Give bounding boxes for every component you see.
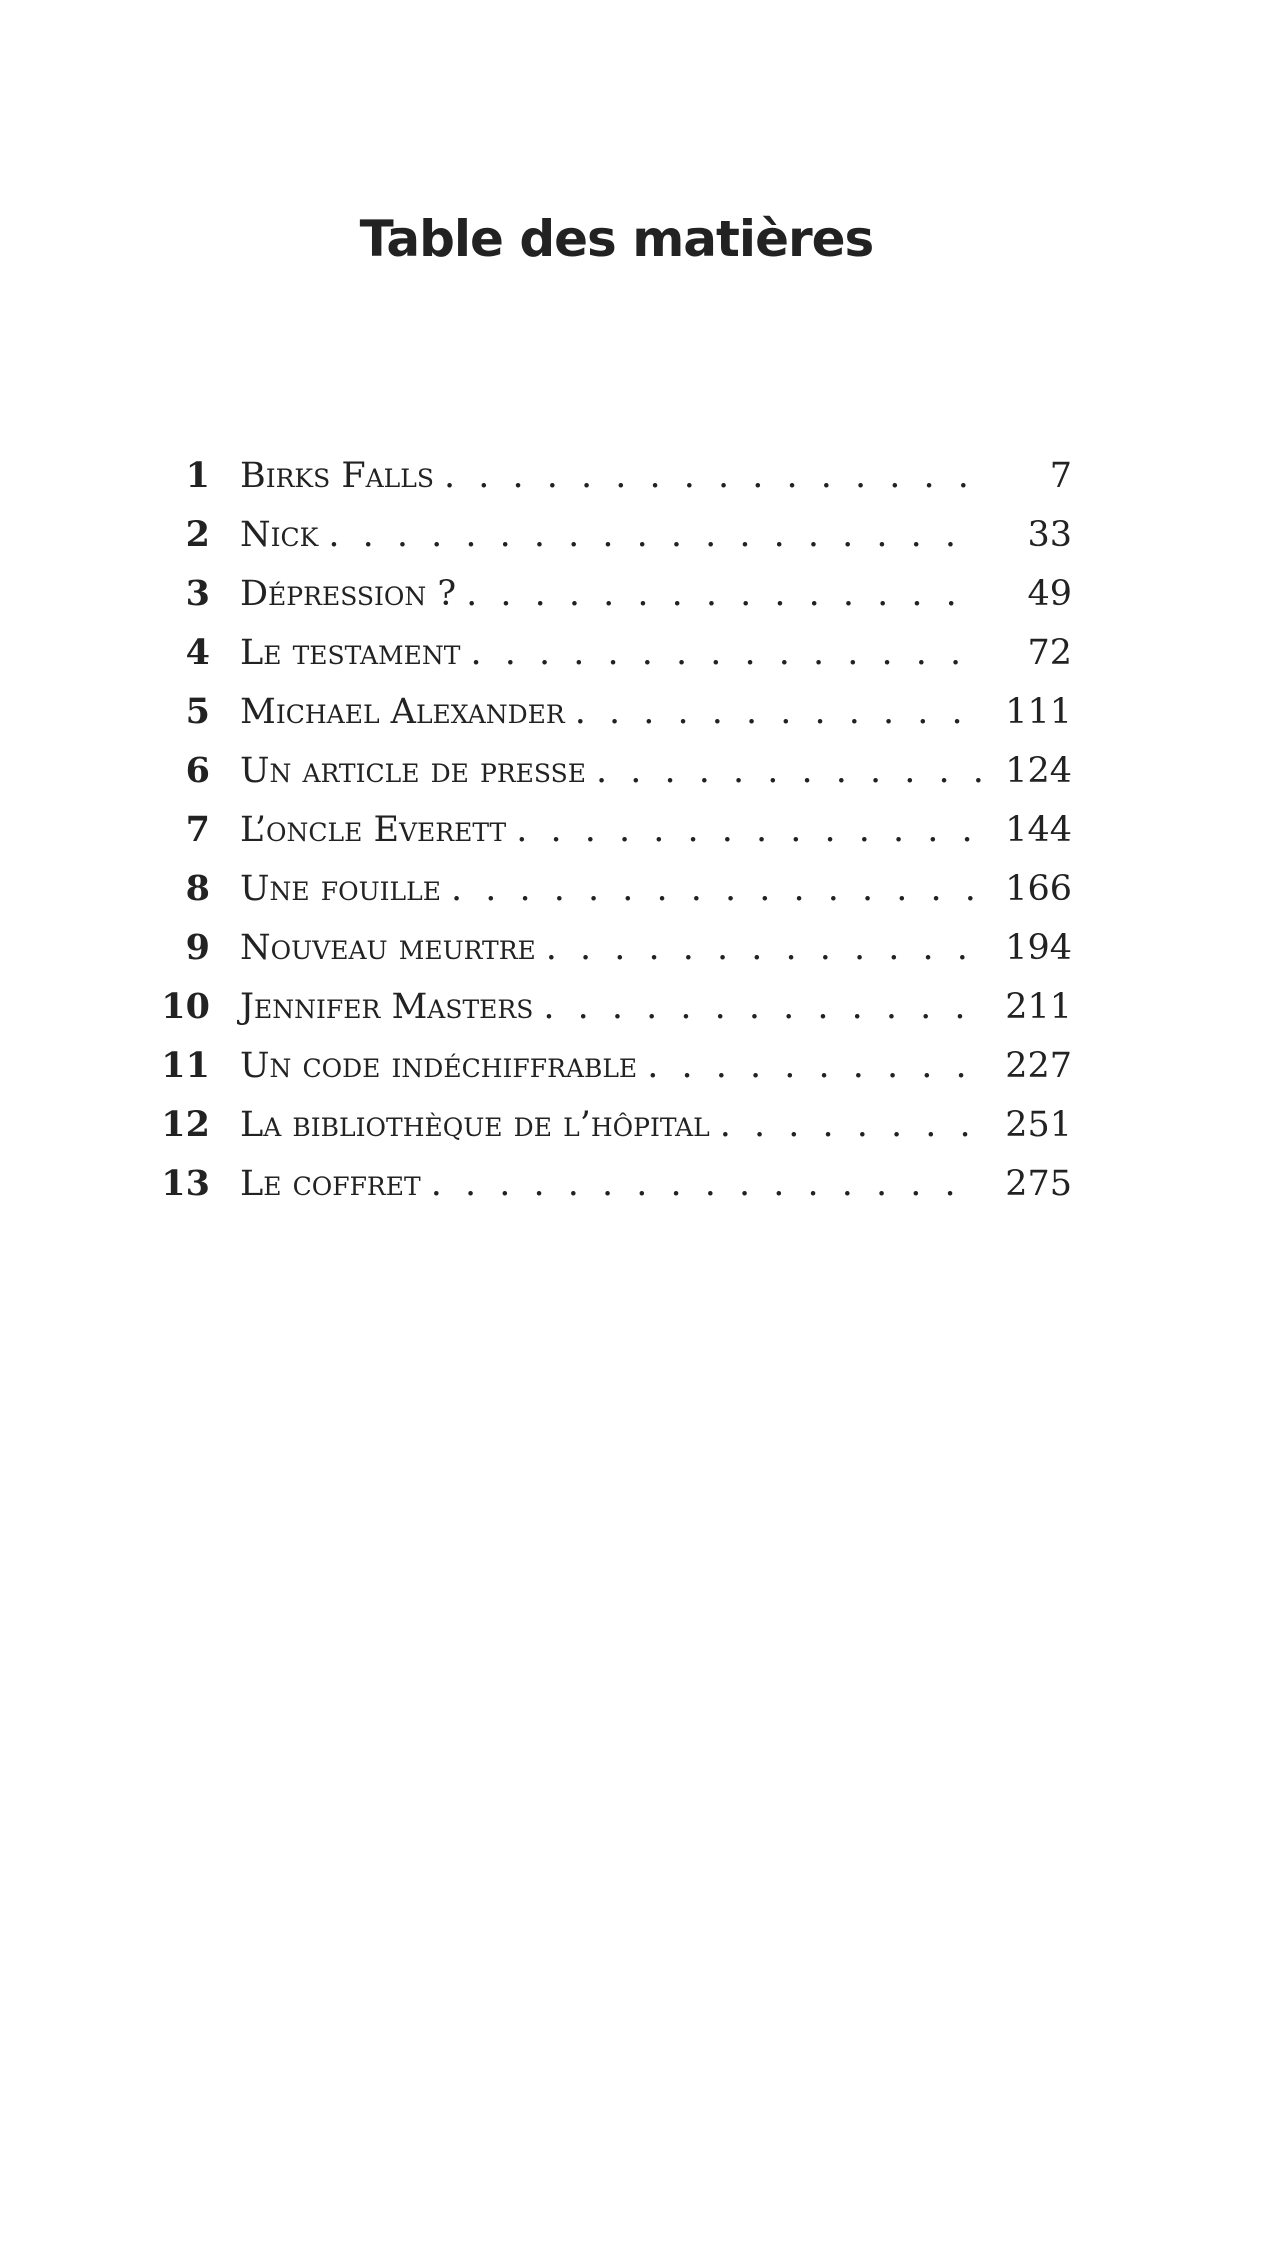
page-number: 275 [1005,1164,1072,1204]
chapter-title: Le coffret [240,1164,421,1204]
chapter-title: L’oncle Everett [240,810,507,850]
dot-leader [328,515,982,555]
dot-leader [575,692,982,732]
chapter-number: 13 [161,1163,210,1204]
dot-leader [720,1105,982,1145]
chapter-number: 4 [185,632,210,673]
chapter-number: 2 [185,514,210,555]
toc-entry[interactable] [150,1104,1072,1163]
page-number: 72 [1027,633,1072,673]
toc-entry[interactable] [150,986,1072,1045]
dot-leader [543,987,982,1027]
chapter-title: Nouveau meurtre [240,928,536,968]
page-number: 251 [1005,1105,1072,1145]
chapter-number: 1 [185,455,210,496]
toc-entry[interactable] [150,927,1072,986]
table-of-contents [150,455,1072,1222]
page-number: 166 [1005,869,1072,909]
chapter-title: Birks Falls [240,456,435,496]
chapter-number: 12 [161,1104,210,1145]
toc-entry[interactable] [150,573,1072,632]
page-number: 111 [1005,692,1072,732]
chapter-title: Un article de presse [240,751,586,791]
chapter-number: 5 [185,691,210,732]
chapter-number: 8 [185,868,210,909]
chapter-title: Un code indéchiffrable [240,1046,638,1086]
chapter-number: 6 [185,750,210,791]
toc-entry[interactable] [150,1045,1072,1104]
page-number: 49 [1027,574,1072,614]
toc-entry[interactable] [150,691,1072,750]
chapter-title: Dépression ? [240,574,457,614]
toc-entry[interactable] [150,455,1072,514]
dot-leader [444,456,982,496]
chapter-number: 9 [185,927,210,968]
chapter-title: Une fouille [240,869,441,909]
page-number: 124 [1005,751,1072,791]
chapter-title: La bibliothèque de l’hôpital [240,1105,710,1145]
dot-leader [516,810,982,850]
dot-leader [546,928,982,968]
page-number: 211 [1005,987,1072,1027]
chapter-number: 11 [161,1045,210,1086]
dot-leader [470,633,982,673]
toc-entry[interactable] [150,868,1072,927]
chapter-title: Nick [240,515,319,555]
chapter-number: 7 [185,809,210,850]
toc-entry[interactable] [150,514,1072,573]
dot-leader [596,751,982,791]
toc-entry[interactable] [150,632,1072,691]
toc-entry[interactable] [150,809,1072,868]
page-number: 144 [1005,810,1072,850]
toc-entry[interactable] [150,1163,1072,1222]
page-number: 33 [1027,515,1072,555]
dot-leader [647,1046,982,1086]
page-number: 7 [1049,456,1072,496]
page-number: 227 [1005,1046,1072,1086]
chapter-title: Le testament [240,633,461,673]
toc-entry[interactable] [150,750,1072,809]
chapter-number: 3 [185,573,210,614]
dot-leader [451,869,982,909]
chapter-title: Michael Alexander [240,692,565,732]
dot-leader [466,574,982,614]
page-number: 194 [1005,928,1072,968]
chapter-title: Jennifer Masters [240,987,534,1027]
page-title: Table des matières [359,210,874,268]
dot-leader [431,1164,982,1204]
chapter-number: 10 [161,986,210,1027]
